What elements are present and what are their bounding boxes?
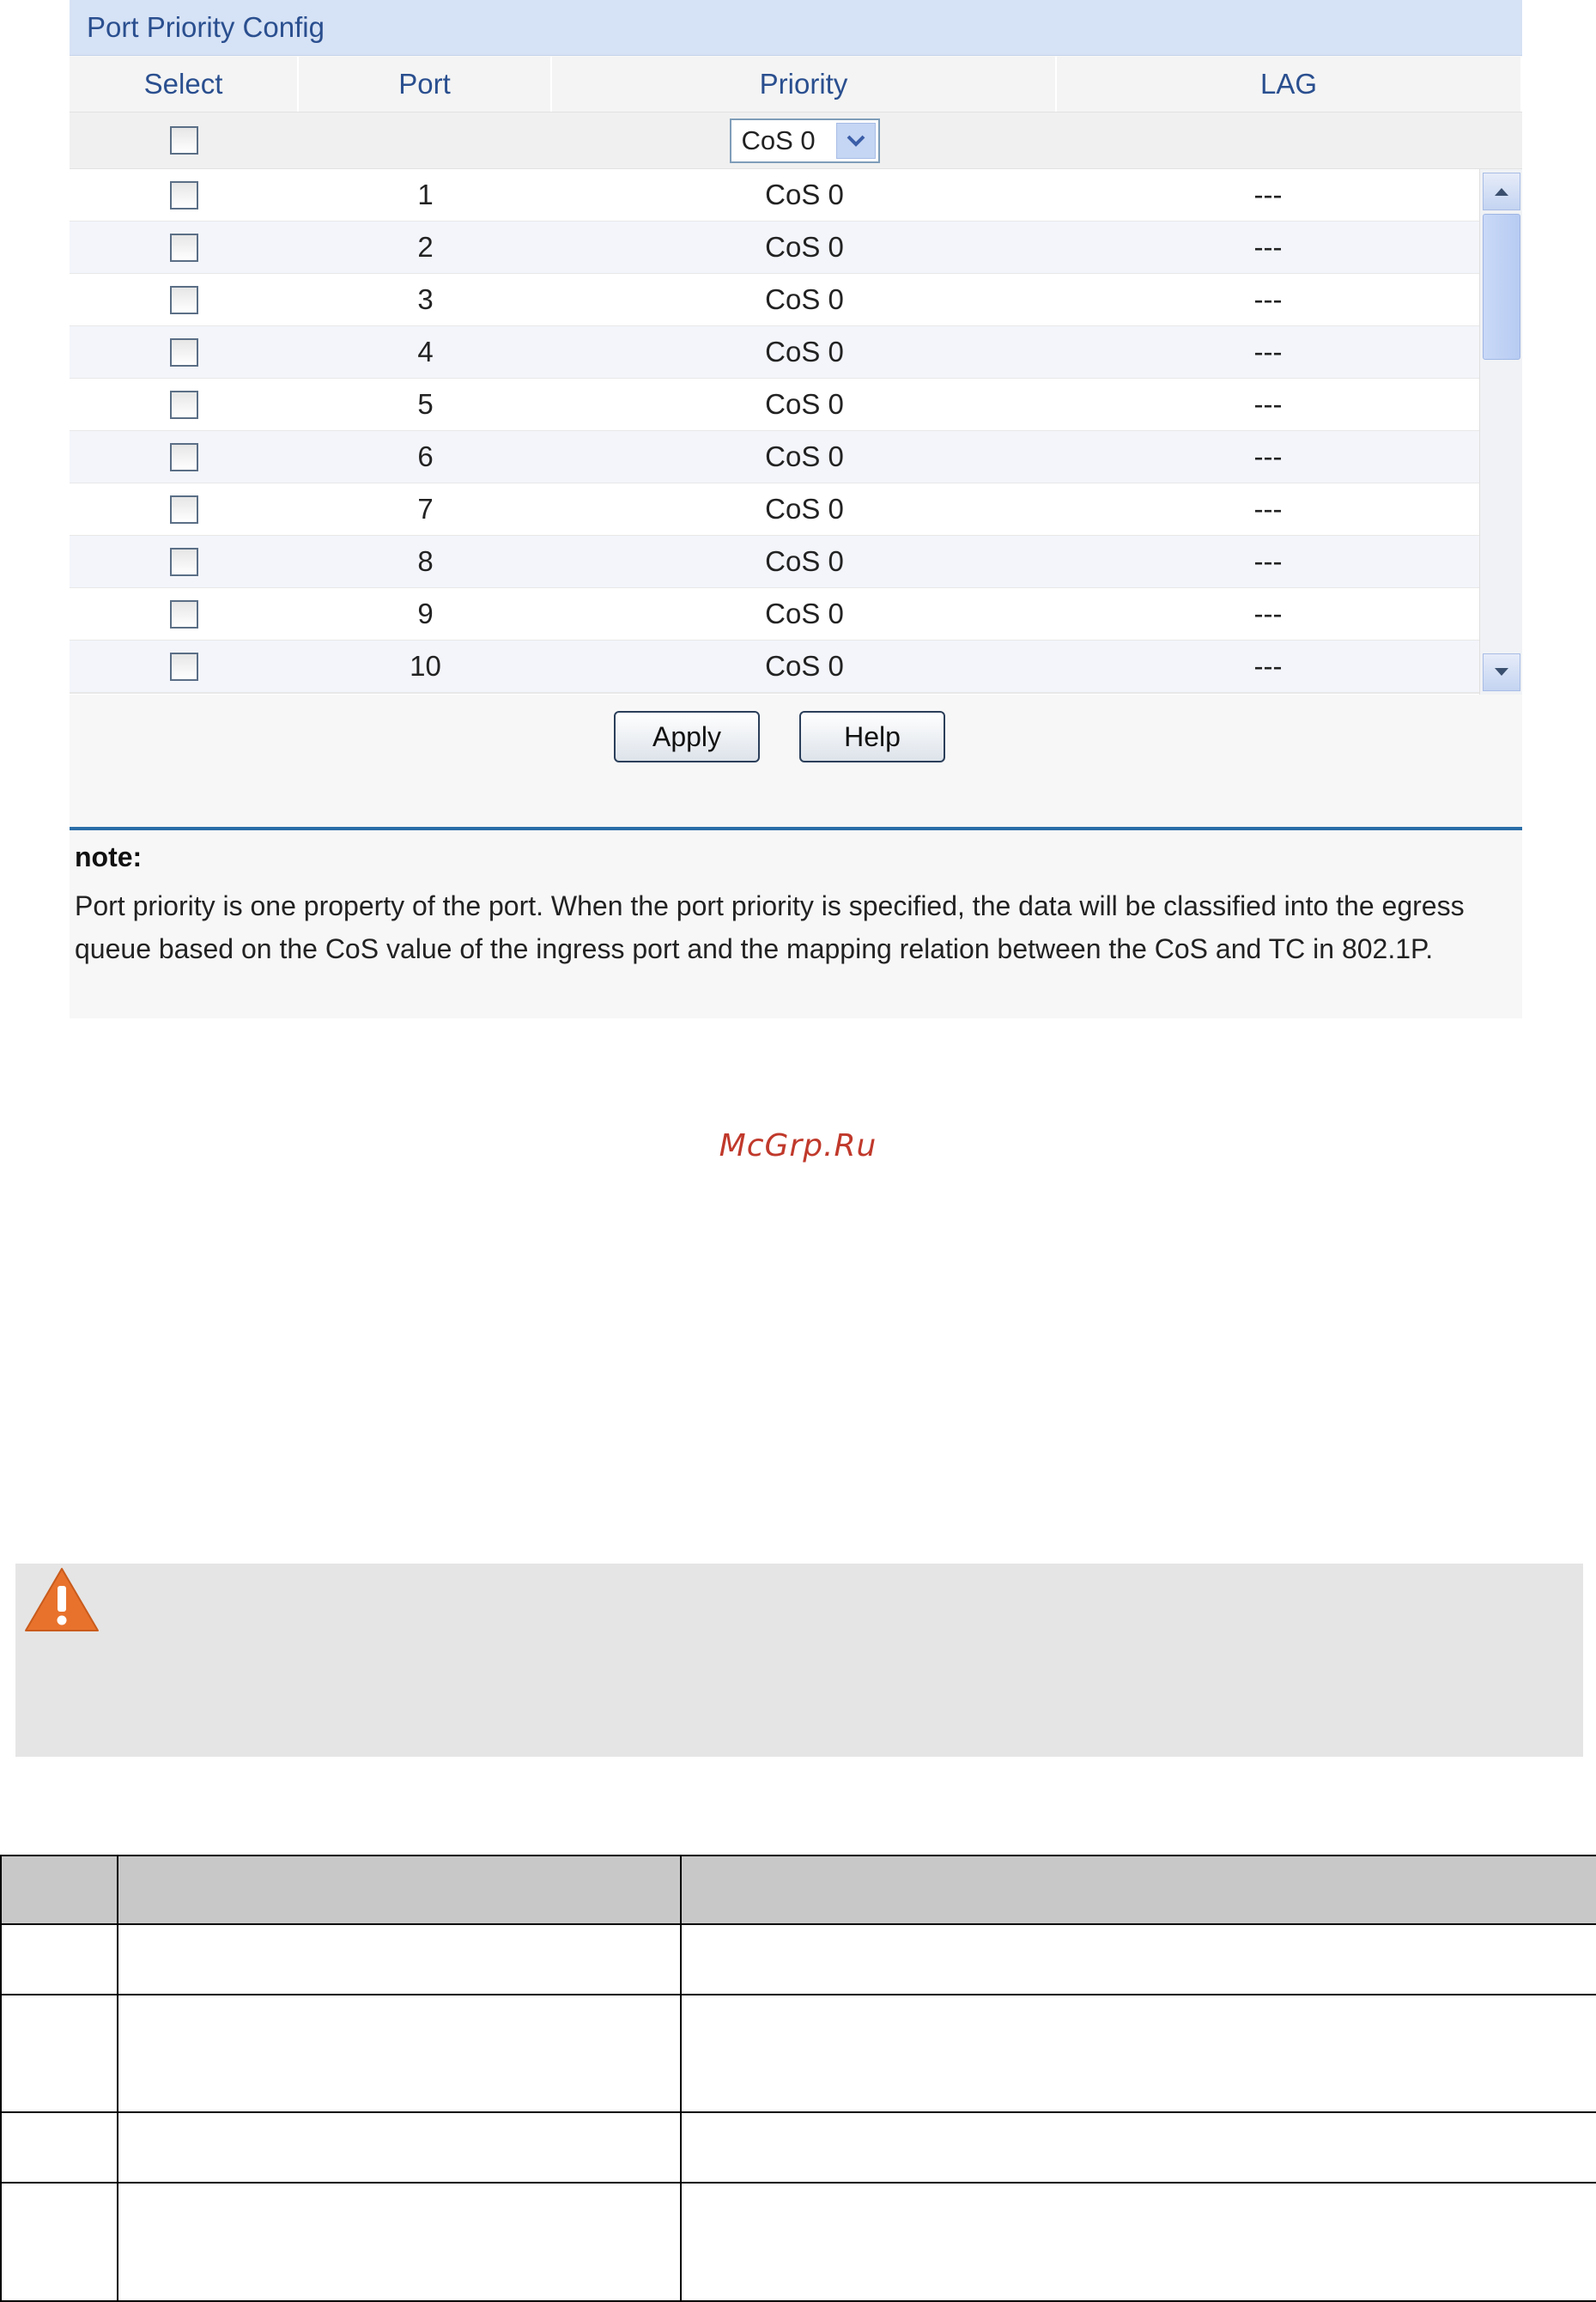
lag-cell: --- <box>1253 231 1283 263</box>
port-priority-config-panel <box>70 0 1522 1018</box>
row-select-checkbox[interactable] <box>170 653 198 681</box>
column-header-port: Port <box>299 57 552 112</box>
watermark: McGrp.Ru <box>719 1128 877 1163</box>
note-title: note: <box>75 841 143 872</box>
table-cell <box>118 2112 681 2183</box>
priority-cell: CoS 0 <box>765 336 844 367</box>
apply-button[interactable]: Apply <box>614 711 760 762</box>
arrow-down-icon <box>1494 667 1509 677</box>
row-select-checkbox[interactable] <box>170 181 198 210</box>
port-cell: 10 <box>410 650 441 682</box>
table-cell <box>118 1995 681 2112</box>
lag-cell: --- <box>1253 598 1283 629</box>
table-cell <box>1 2112 118 2183</box>
scroll-thumb[interactable] <box>1483 214 1520 360</box>
column-header-lag: LAG <box>1057 57 1522 112</box>
table-header-row <box>70 57 1522 112</box>
priority-cell: CoS 0 <box>765 440 844 472</box>
table-header-cell <box>118 1856 681 1924</box>
panel-title: Port Priority Config <box>70 0 1522 56</box>
table-cell <box>681 1995 1596 2112</box>
row-select-cell <box>70 379 299 430</box>
lag-cell: --- <box>1253 283 1283 315</box>
select-all-checkbox[interactable] <box>170 126 198 155</box>
row-select-checkbox[interactable] <box>170 600 198 629</box>
row-select-cell <box>70 274 299 325</box>
table-cell <box>1 2183 118 2301</box>
help-button[interactable]: Help <box>799 711 945 762</box>
row-select-checkbox[interactable] <box>170 443 198 471</box>
select-all-cell <box>70 112 299 168</box>
row-select-checkbox[interactable] <box>170 338 198 367</box>
priority-cell: CoS 0 <box>765 545 844 577</box>
port-cell: 1 <box>417 179 434 210</box>
priority-cell: CoS 0 <box>765 179 844 210</box>
row-select-checkbox[interactable] <box>170 234 198 262</box>
table-header-row <box>1 1856 1596 1924</box>
table-cell <box>118 1924 681 1995</box>
lag-cell: --- <box>1253 545 1283 577</box>
priority-select[interactable] <box>730 118 880 163</box>
document-table <box>0 1855 1596 2302</box>
row-select-cell <box>70 222 299 273</box>
priority-select-value: CoS 0 <box>741 125 816 155</box>
lag-cell: --- <box>1253 440 1283 472</box>
table-row <box>70 169 1479 222</box>
port-cell: 8 <box>417 545 434 577</box>
batch-edit-row <box>70 112 1522 169</box>
table-row <box>70 222 1479 275</box>
batch-priority-cell <box>552 112 1057 168</box>
row-select-checkbox[interactable] <box>170 495 198 524</box>
port-cell: 4 <box>417 336 434 367</box>
table-row <box>1 2183 1596 2301</box>
priority-cell: CoS 0 <box>765 493 844 525</box>
row-select-cell <box>70 536 299 587</box>
lag-cell: --- <box>1253 493 1283 525</box>
row-select-checkbox[interactable] <box>170 391 198 419</box>
row-select-cell <box>70 641 299 692</box>
priority-cell: CoS 0 <box>765 598 844 629</box>
batch-port-cell <box>299 112 552 168</box>
priority-cell: CoS 0 <box>765 388 844 420</box>
port-cell: 9 <box>417 598 434 629</box>
table-header-cell <box>1 1856 118 1924</box>
warning-icon <box>23 1565 100 1634</box>
note-divider <box>70 827 1522 830</box>
row-select-checkbox[interactable] <box>170 548 198 576</box>
table-row <box>1 1995 1596 2112</box>
note-text: Port priority is one property of the port. When the port priority is specified, the data will be classified into the egress queue based on the CoS value of the ingress port and the mapping relation between the CoS and TC in 802.1P. <box>75 890 1465 964</box>
priority-cell: CoS 0 <box>765 283 844 315</box>
table-cell <box>681 2183 1596 2301</box>
port-cell: 3 <box>417 283 434 315</box>
column-header-priority: Priority <box>552 57 1057 112</box>
row-select-cell <box>70 588 299 640</box>
lag-cell: --- <box>1253 650 1283 682</box>
caution-box <box>15 1564 1583 1757</box>
priority-cell: CoS 0 <box>765 650 844 682</box>
scroll-up-button[interactable] <box>1483 173 1520 210</box>
chevron-down-icon[interactable] <box>836 123 876 159</box>
row-select-cell <box>70 169 299 221</box>
table-row <box>70 483 1479 537</box>
table-cell <box>118 2183 681 2301</box>
row-select-checkbox[interactable] <box>170 286 198 314</box>
table-row <box>70 641 1479 694</box>
lag-cell: --- <box>1253 336 1283 367</box>
table-header-cell <box>681 1856 1596 1924</box>
table-row <box>1 1924 1596 1995</box>
port-cell: 5 <box>417 388 434 420</box>
row-select-cell <box>70 431 299 483</box>
table-cell <box>1 1924 118 1995</box>
table-cell <box>681 2112 1596 2183</box>
port-cell: 6 <box>417 440 434 472</box>
port-table-body <box>70 169 1522 695</box>
vertical-scrollbar[interactable] <box>1479 169 1522 695</box>
arrow-up-icon <box>1494 186 1509 197</box>
column-header-select: Select <box>70 57 299 112</box>
priority-cell: CoS 0 <box>765 231 844 263</box>
table-row <box>70 379 1479 432</box>
port-cell: 2 <box>417 231 434 263</box>
lag-cell: --- <box>1253 179 1283 210</box>
row-select-cell <box>70 326 299 378</box>
table-row <box>70 536 1479 589</box>
lag-cell: --- <box>1253 388 1283 420</box>
row-select-cell <box>70 483 299 535</box>
table-row <box>70 588 1479 641</box>
table-row <box>70 431 1479 484</box>
table-cell <box>681 1924 1596 1995</box>
table-row <box>70 326 1479 380</box>
port-cell: 7 <box>417 493 434 525</box>
table-row <box>1 2112 1596 2183</box>
batch-lag-cell <box>1057 112 1522 168</box>
table-cell <box>1 1995 118 2112</box>
scroll-down-button[interactable] <box>1483 653 1520 691</box>
table-row <box>70 274 1479 327</box>
